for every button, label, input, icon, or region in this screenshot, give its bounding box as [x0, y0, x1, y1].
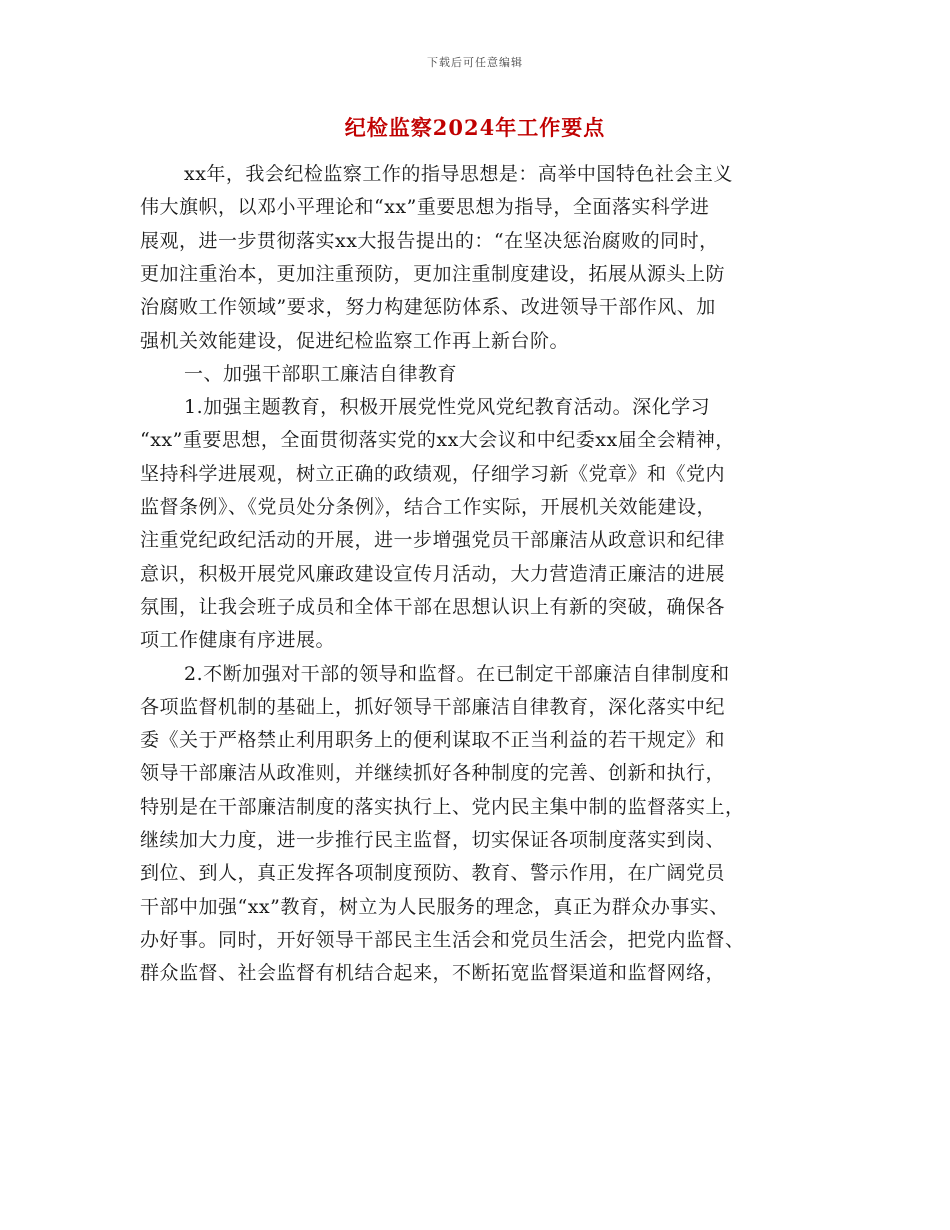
body-line: 项工作健康有序进展。 — [140, 629, 336, 652]
body-line: 伟大旗帜，以邓小平理论和“xx”重要思想为指导，全面落实科学进 — [140, 196, 710, 219]
body-line: 治腐败工作领域”要求，努力构建惩防体系、改进领导干部作风、加 — [140, 296, 716, 319]
body-line: 到位、到人，真正发挥各项制度预防、教育、警示作用，在广阔党员 — [140, 862, 726, 885]
body-line: 注重党纪政纪活动的开展，进一步增强党员干部廉洁从政意识和纪律 — [140, 529, 726, 552]
body-line: 意识，积极开展党风廉政建设宣传月活动，大力营造清正廉洁的进展 — [140, 562, 726, 585]
body-line: 氛围，让我会班子成员和全体干部在思想认识上有新的突破，确保各 — [140, 595, 726, 618]
body-line: 干部中加强“xx”教育，树立为人民服务的理念，真正为群众办事实、 — [140, 895, 729, 918]
body-line: 强机关效能建设，促进纪检监察工作再上新台阶。 — [140, 329, 570, 352]
body-line: 2.不断加强对干部的领导和监督。在已制定干部廉洁自律制度和 — [184, 662, 730, 685]
body-line: 特别是在干部廉洁制度的落实执行上、党内民主集中制的监督落实上， — [140, 795, 745, 818]
body-line: “xx”重要思想，全面贯彻落实党的xx大会议和中纪委xx届全会精神， — [140, 429, 735, 452]
body-line: 办好事。同时，开好领导干部民主生活会和党员生活会，把党内监督、 — [140, 928, 745, 951]
body-line: 展观，进一步贯彻落实xx大报告提出的：“在坚决惩治腐败的同时， — [140, 229, 719, 252]
body-line: 群众监督、社会监督有机结合起来，不断拓宽监督渠道和监督网络， — [140, 962, 726, 985]
page-header-note: 下载后可任意编辑 — [427, 56, 523, 69]
body-line: 委《关于严格禁止利用职务上的便利谋取不正当利益的若干规定》和 — [140, 729, 726, 752]
body-line: 更加注重治本，更加注重预防，更加注重制度建设，拓展从源头上防 — [140, 262, 726, 285]
body-line: 各项监督机制的基础上，抓好领导干部廉洁自律教育，深化落实中纪 — [140, 695, 726, 718]
body-line: 继续加大力度，进一步推行民主监督，切实保证各项制度落实到岗、 — [140, 829, 726, 851]
body-line: xx年，我会纪检监察工作的指导思想是：高举中国特色社会主义 — [184, 163, 733, 185]
body-line: 监督条例》、《党员处分条例》，结合工作实际，开展机关效能建设， — [140, 496, 717, 518]
body-line: 坚持科学进展观，树立正确的政绩观，仔细学习新《党章》和《党内 — [140, 462, 726, 485]
body-line: 1.加强主题教育，积极开展党性党风党纪教育活动。深化学习 — [184, 396, 711, 419]
body-line: 领导干部廉洁从政准则，并继续抓好各种制度的完善、创新和执行， — [140, 762, 726, 785]
document-title: 纪检监察2024年工作要点 — [344, 115, 606, 140]
body-line: 一、加强干部职工廉洁自律教育 — [184, 362, 458, 385]
